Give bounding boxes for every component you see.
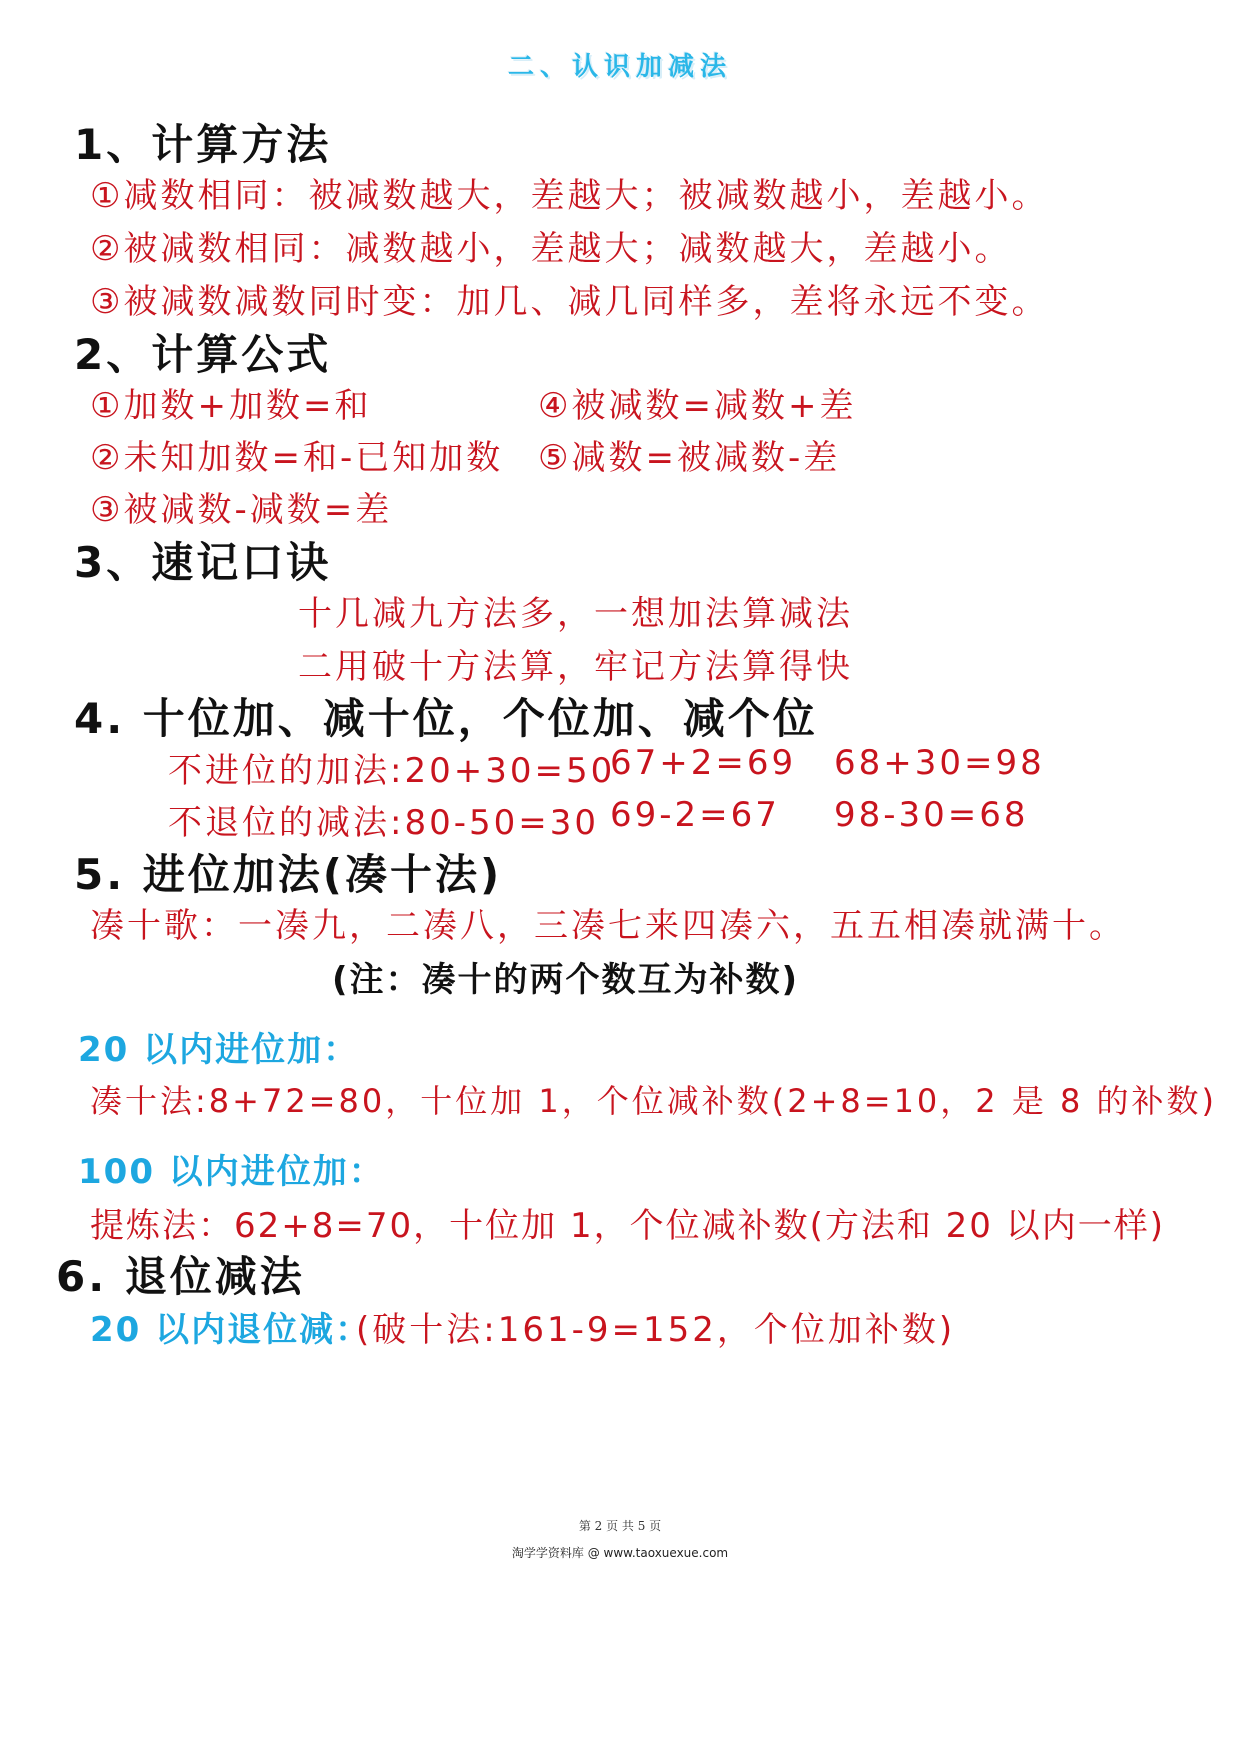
section-6-heading: 6. 退位减法: [56, 1252, 305, 1301]
formula-1: ①加数+加数=和: [90, 386, 372, 426]
formula-5: ⑤减数=被减数-差: [538, 438, 841, 478]
within-100-carry-text: 提炼法：62+8=70，十位加 1，个位减补数(方法和 20 以内一样): [90, 1206, 1165, 1246]
within-20-borrow-text: (破十法:161-9=152，个位加补数): [356, 1310, 956, 1350]
formula-3: ③被减数-减数=差: [90, 490, 393, 530]
page-number: 第 2 页 共 5 页: [578, 1519, 662, 1533]
section-4-heading: 4. 十位加、减十位，个位加、减个位: [74, 694, 818, 743]
no-carry-addition: 不进位的加法:20+30=50: [168, 751, 616, 791]
section-1-line-2: ②被减数相同：减数越小，差越大；减数越大，差越小。: [90, 229, 1012, 269]
mnemonic-line-2: 二用破十方法算，牢记方法算得快: [298, 647, 853, 687]
no-borrow-subtraction: 不退位的减法:80-50=30: [168, 803, 600, 843]
source-website: 淘学学资料库 @ www.taoxuexue.com: [511, 1546, 729, 1560]
no-carry-example-1: 67+2=69: [610, 743, 797, 783]
no-borrow-example-1: 69-2=67: [610, 795, 780, 835]
within-20-borrow-title: 20 以内退位减：: [90, 1310, 372, 1350]
section-1-line-1: ①减数相同：被减数越大，差越大；被减数越小，差越小。: [90, 176, 1049, 216]
section-2-heading: 2、计算公式: [74, 330, 332, 379]
section-5-heading: 5. 进位加法(凑十法): [74, 850, 503, 899]
formula-4: ④被减数=减数+差: [538, 386, 857, 426]
section-1-line-3: ③被减数减数同时变：加几、减几同样多，差将永远不变。: [90, 282, 1049, 322]
page-title: 二、认识加减法: [507, 52, 732, 82]
make-ten-note: (注：凑十的两个数互为补数): [332, 960, 800, 1000]
within-20-carry-text: 凑十法:8+72=80，十位加 1，个位减补数(2+8=10，2 是 8 的补数): [90, 1082, 1218, 1120]
section-3-heading: 3、速记口诀: [74, 538, 332, 587]
formula-2: ②未知加数=和-已知加数: [90, 438, 504, 478]
make-ten-song: 凑十歌：一凑九，二凑八，三凑七来四凑六，五五相凑就满十。: [90, 906, 1126, 946]
section-1-heading: 1、计算方法: [74, 120, 332, 169]
within-100-carry-title: 100 以内进位加：: [78, 1152, 385, 1192]
no-borrow-example-2: 98-30=68: [834, 795, 1029, 835]
mnemonic-line-1: 十几减九方法多，一想加法算减法: [298, 594, 853, 634]
within-20-carry-title: 20 以内进位加：: [78, 1030, 360, 1070]
no-carry-example-2: 68+30=98: [834, 743, 1045, 783]
